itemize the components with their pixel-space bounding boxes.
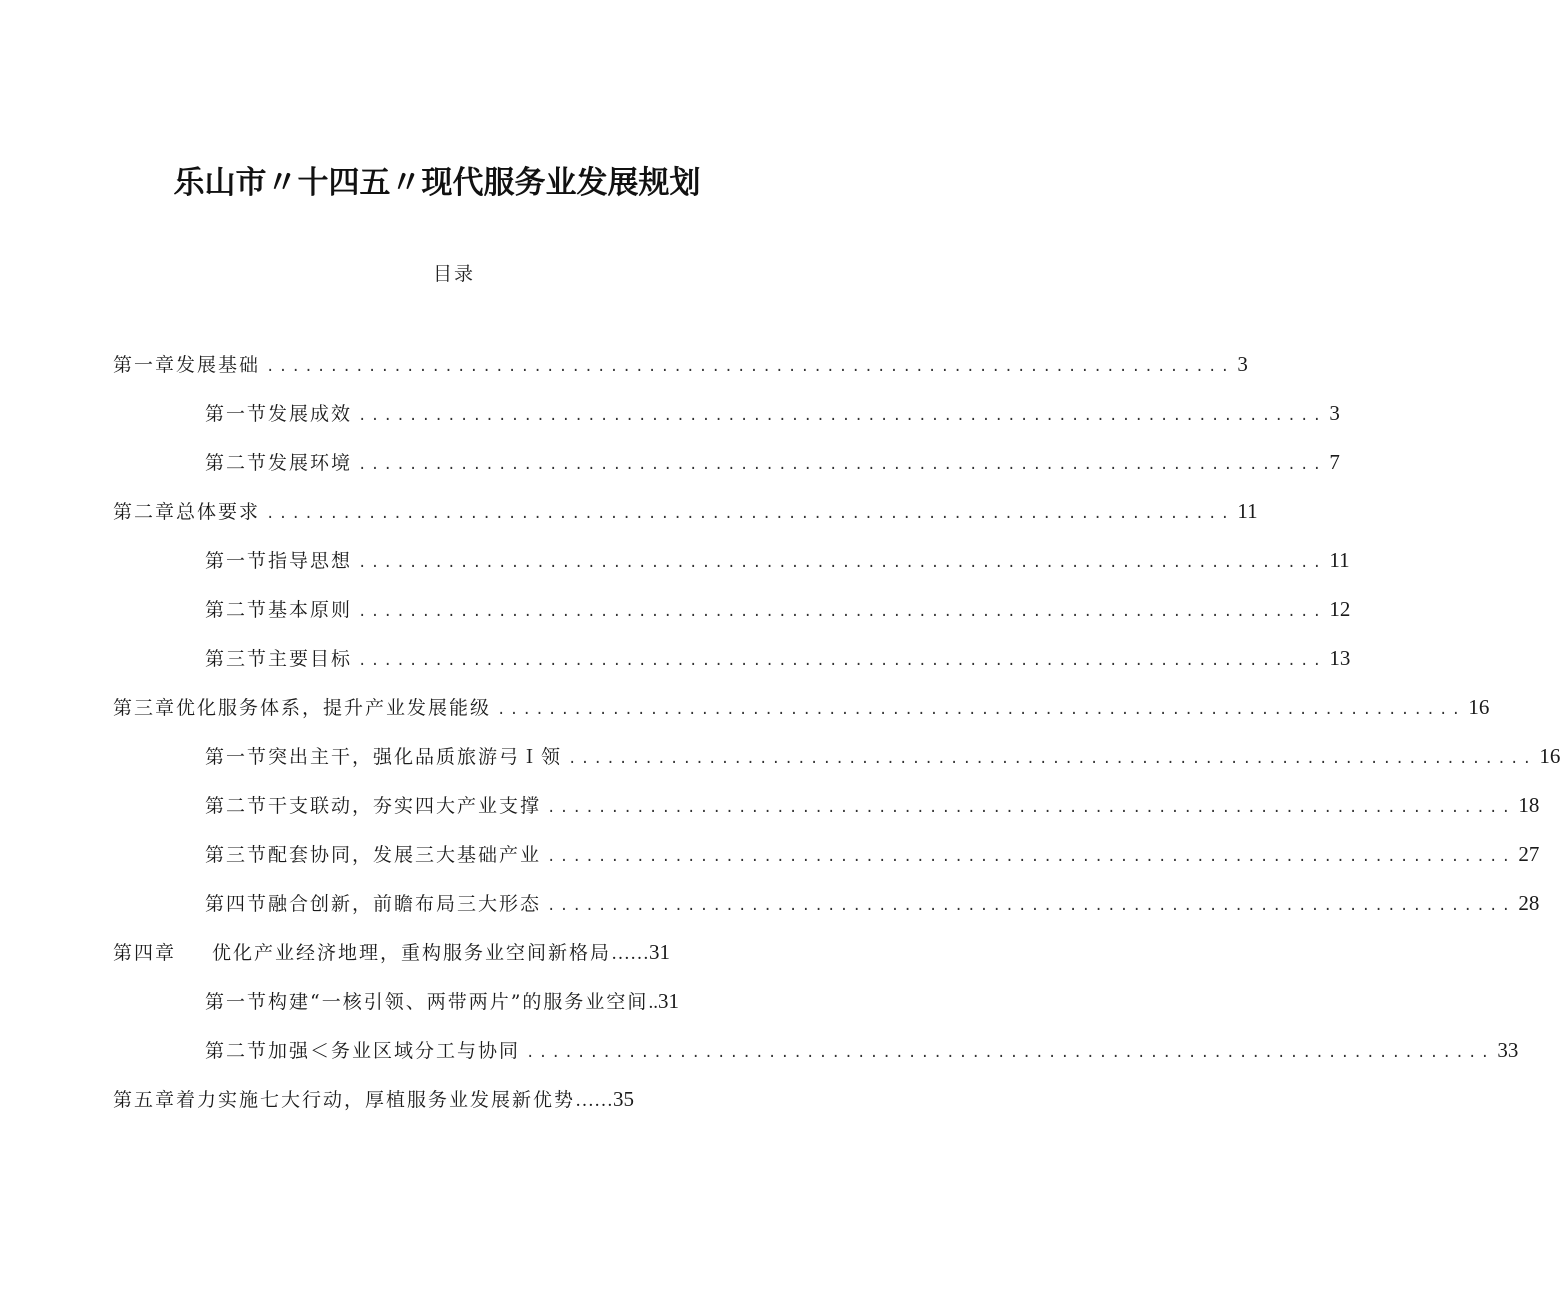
toc-dot-leader: ............................................................................ [358,408,1326,424]
toc-entry-label: 第一节发展成效 [205,403,353,425]
toc-entry-label: 第三节主要目标 [205,648,353,670]
toc-entry-chapter[interactable] [113,1086,634,1114]
toc-entry-label: 第一节突出主干，强化品质旅游弓Ｉ领 [205,746,563,768]
toc-entry-label: 第三节配套协同，发展三大基础产业 [205,844,542,866]
toc-page-number: 16 [1539,744,1560,768]
toc-dot-leader: ............................................................................ [547,800,1515,816]
toc-page-number: 3 [1329,401,1340,425]
toc-entry-section[interactable] [205,547,1350,576]
toc-entry-section[interactable] [205,841,1540,870]
toc-page-number: 3 [1237,352,1248,376]
toc-entry-label: 第四节融合创新，前瞻布局三大形态 [205,893,542,915]
toc-page-number: 28 [1518,891,1540,915]
toc-dot-leader: ............................................................................ [497,702,1465,718]
toc-ellipsis: …… [611,943,650,964]
toc-entry-chapter-number: 第四章 [113,942,177,964]
toc-entry-section[interactable] [205,449,1340,478]
toc-page-number: 31 [657,989,679,1013]
toc-ellipsis: …… [575,1090,614,1111]
toc-entry-section[interactable] [205,988,679,1016]
toc-page-number: 11 [1237,499,1258,523]
toc-entry-section[interactable] [205,596,1351,625]
toc-dot-leader: ............................................................................ [358,555,1326,571]
toc-entry-label: 第二节发展环境 [205,452,353,474]
toc-page-number: 31 [649,940,671,964]
toc-entry-chapter[interactable] [113,498,1258,527]
toc-dot-leader: ............................................................................ [547,898,1515,914]
toc-dot-leader: ............................................................................ [358,457,1326,473]
toc-page-number: 12 [1329,597,1351,621]
toc-entry-section[interactable] [205,890,1540,919]
toc-entry-section[interactable] [205,792,1540,821]
toc-entry-label: 优化产业经济地理，重构服务业空间新格局 [212,942,612,964]
toc-page-number: 33 [1497,1038,1519,1062]
toc-dot-leader: ............................................................................ [266,359,1234,375]
toc-entry-label: 第一节构建“一核引领、两带两片”的服务业空间 [205,991,649,1013]
toc-entry-label: 第一章发展基础 [113,354,261,376]
toc-entry-label: 第三章优化服务体系，提升产业发展能级 [113,697,492,719]
toc-page-number: 18 [1518,793,1540,817]
toc-entry-chapter[interactable] [113,351,1248,380]
toc-dot-leader: ............................................................................ [358,604,1326,620]
toc-entry-label: 第二节加强＜务业区域分工与协同 [205,1040,521,1062]
toc-dot-leader: ............................................................................ [526,1045,1494,1061]
toc-page-number: 7 [1329,450,1340,474]
toc-entry-section[interactable] [205,645,1351,674]
toc-dot-leader: ............................................................................ [266,506,1234,522]
toc-entry-section[interactable] [205,743,1560,772]
toc-entry-chapter[interactable] [113,694,1490,723]
toc-dot-leader: ............................................................................ [358,653,1326,669]
toc-dot-leader: ............................................................................ [568,751,1536,767]
toc-entry-label: 第二章总体要求 [113,501,261,523]
toc-entry-section[interactable] [205,1037,1519,1066]
toc-heading: 目录 [432,263,475,285]
toc-entry-label: 第五章着力实施七大行动，厚植服务业发展新优势 [113,1089,576,1111]
toc-ellipsis: .. [648,992,658,1013]
toc-page-number: 13 [1329,646,1351,670]
toc-entry-chapter[interactable] [113,939,670,967]
toc-entry-section[interactable] [205,400,1340,429]
toc-entry-label: 第二节基本原则 [205,599,353,621]
toc-page-number: 27 [1518,842,1540,866]
toc-page-number: 16 [1468,695,1490,719]
toc-entry-label: 第一节指导思想 [205,550,353,572]
toc-page-number: 11 [1329,548,1350,572]
toc-dot-leader: ............................................................................ [547,849,1515,865]
toc-entry-label: 第二节干支联动，夯实四大产业支撑 [205,795,542,817]
toc-page-number: 35 [613,1087,635,1111]
document-title: 乐山市〃十四五〃现代服务业发展规划 [173,165,701,201]
